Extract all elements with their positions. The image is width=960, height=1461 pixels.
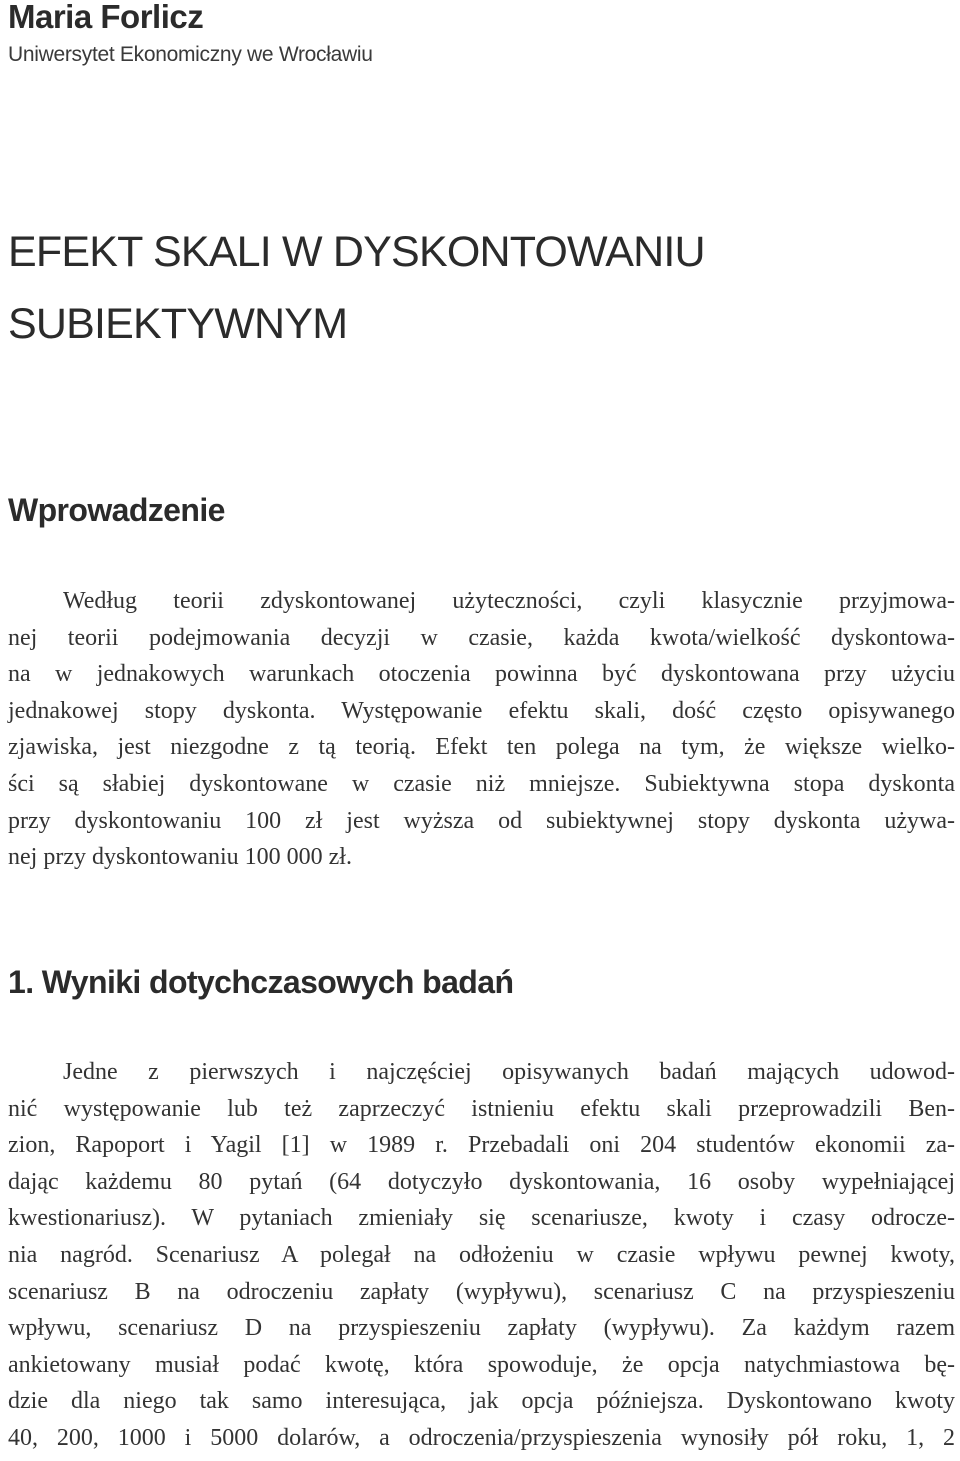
- section-heading-results: 1. Wyniki dotychczasowych badań: [8, 964, 514, 1000]
- text-line: jednakowej stopy dyskonta. Występowanie efektu skali, dość często opisywanego: [8, 697, 955, 724]
- text-line: zion, Rapoport i Yagil [1] w 1989 r. Przebadali oni 204 studentów ekonomii za-: [8, 1132, 955, 1159]
- text-line: nej teorii podejmowania decyzji w czasie, każda kwota/wielkość dyskontowa-: [8, 624, 955, 651]
- text-line: dzie dla niego tak samo interesująca, jak opcja późniejsza. Dyskontowano kwoty: [8, 1388, 955, 1415]
- text-line: nej przy dyskontowaniu 100 000 zł.: [8, 844, 352, 871]
- paper-title: [8, 216, 948, 360]
- paper-title-line-2: SUBIEKTYWNYM: [8, 300, 348, 348]
- text-line: ści są słabiej dyskontowane w czasie niż mniejsze. Subiektywna stopa dyskonta: [8, 770, 955, 797]
- author-name: Maria Forlicz: [8, 0, 204, 35]
- paragraph-introduction: [8, 583, 955, 876]
- text-line: na w jednakowych warunkach otoczenia powinna być dyskontowana przy użyciu: [8, 661, 955, 688]
- text-line: scenariusz B na odroczeniu zapłaty (wypływu), scenariusz C na przyspieszeniu: [8, 1278, 955, 1305]
- text-line: kwestionariusz). W pytaniach zmieniały się scenariusze, kwoty i czasy odrocze-: [8, 1205, 955, 1232]
- text-line: 40, 200, 1000 i 5000 dolarów, a odroczenia/przyspieszenia wynosiły pół roku, 1, 2: [8, 1424, 955, 1451]
- text-line: ankietowany musiał podać kwotę, która spowoduje, że opcja natychmiastowa bę-: [8, 1351, 955, 1378]
- text-line: wpływu, scenariusz D na przyspieszeniu zapłaty (wypływu). Za każdym razem: [8, 1315, 955, 1342]
- text-line: dając każdemu 80 pytań (64 dotyczyło dyskontowania, 16 osoby wypełniającej: [8, 1168, 955, 1195]
- text-line: nia nagród. Scenariusz A polegał na odłożeniu w czasie wpływu pewnej kwoty,: [8, 1241, 955, 1268]
- text-line: zjawiska, jest niezgodne z tą teorią. Efekt ten polega na tym, że większe wielko-: [8, 734, 955, 761]
- text-line: Jedne z pierwszych i najczęściej opisywanych badań mających udowod-: [63, 1059, 955, 1085]
- text-line: nić występowanie lub też zaprzeczyć istnieniu efektu skali przeprowadzili Ben-: [8, 1095, 955, 1122]
- paper-title-line-1: EFEKT SKALI W DYSKONTOWANIU: [8, 228, 705, 276]
- text-line: Według teorii zdyskontowanej użyteczności, czyli klasycznie przyjmowa-: [63, 588, 955, 614]
- section-heading-introduction: Wprowadzenie: [8, 492, 225, 528]
- text-line: przy dyskontowaniu 100 zł jest wyższa od subiektywnej stopy dyskonta używa-: [8, 807, 955, 834]
- paragraph-results: [8, 1054, 955, 1457]
- author-affiliation: Uniwersytet Ekonomiczny we Wrocławiu: [8, 43, 373, 66]
